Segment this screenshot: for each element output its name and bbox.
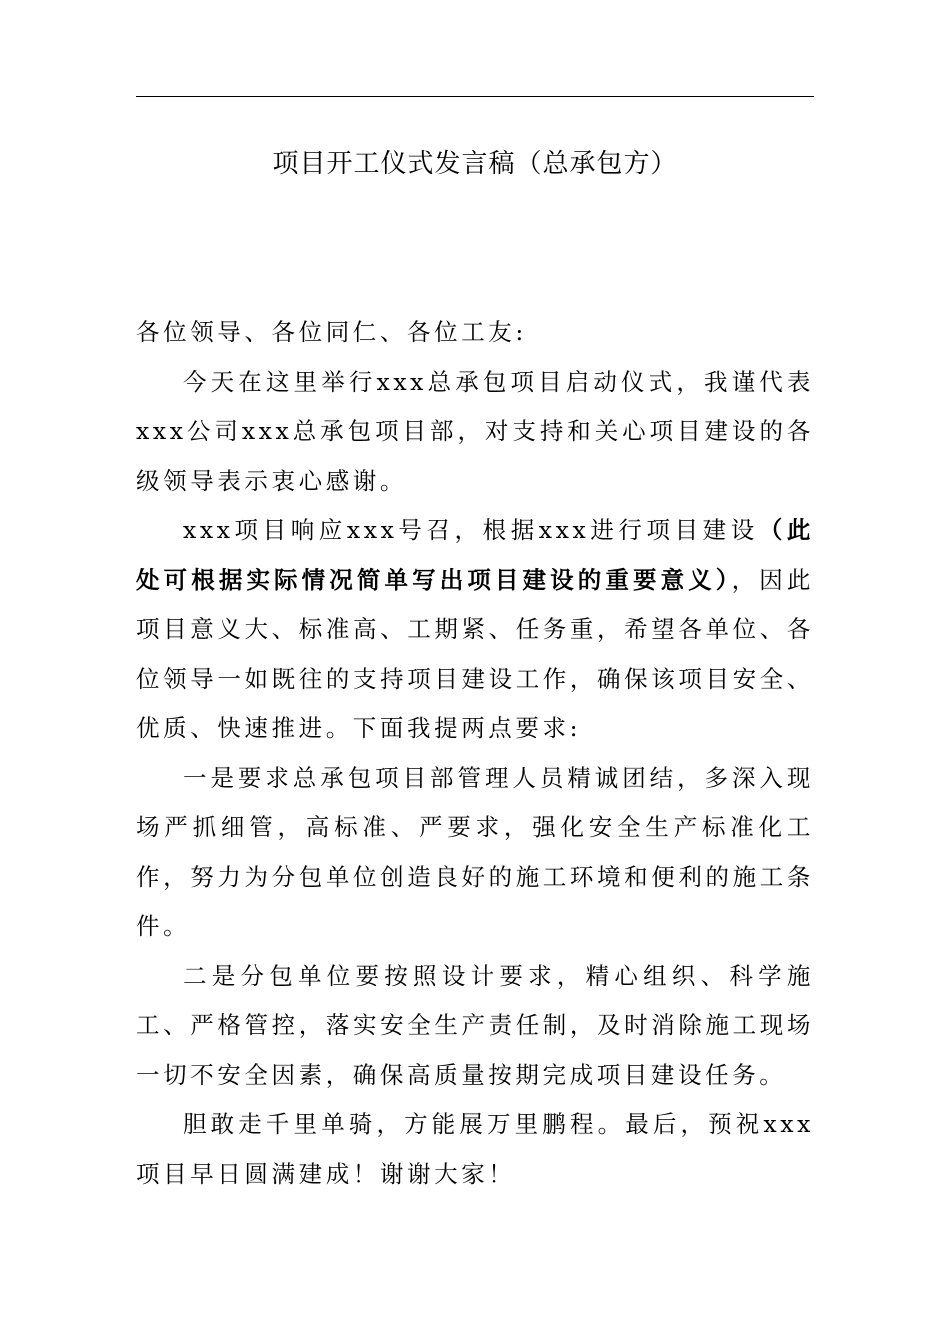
paragraph-project-significance bbox=[136, 506, 814, 754]
document-body bbox=[136, 308, 814, 1199]
paragraph-project-significance-tail: ，因此项目意义大、标准高、工期紧、任务重，希望各单位、各位领导一如既往的支持项目建设工作，确保该项目安全、优质、快速推进。下面我提两点要求: bbox=[136, 565, 814, 742]
salutation: 各位领导、各位同仁、各位工友: bbox=[136, 318, 527, 346]
paragraph-opening: 今天在这里举行xxx总承包项目启动仪式，我谨代表xxx公司xxx总承包项目部，对支持和关心项目建设的各级领导表示衷心感谢。 bbox=[136, 367, 814, 495]
document-title: 项目开工仪式发言稿（总承包方） bbox=[272, 149, 678, 179]
paragraph-requirement-two: 二是分包单位要按照设计要求，精心组织、科学施工、严格管控，落实安全生产责任制，及时消除施工现场一切不安全因素，确保高质量按期完成项目建设任务。 bbox=[136, 961, 814, 1089]
editor-note-emphasis: （此处可根据实际情况简单写出项目建设的重要意义） bbox=[136, 516, 814, 594]
paragraph-closing: 胆敢走千里单骑，方能展万里鹏程。最后，预祝xxx项目早日圆满建成！谢谢大家！ bbox=[136, 1110, 814, 1188]
header-rule bbox=[136, 96, 814, 97]
paragraph-project-significance-lead: xxx项目响应xxx号召，根据xxx进行项目建设 bbox=[183, 516, 759, 544]
paragraph-requirement-one: 一是要求总承包项目部管理人员精诚团结，多深入现场严抓细管，高标准、严要求，强化安全生产标准化工作，努力为分包单位创造良好的施工环境和便利的施工条件。 bbox=[136, 763, 814, 940]
